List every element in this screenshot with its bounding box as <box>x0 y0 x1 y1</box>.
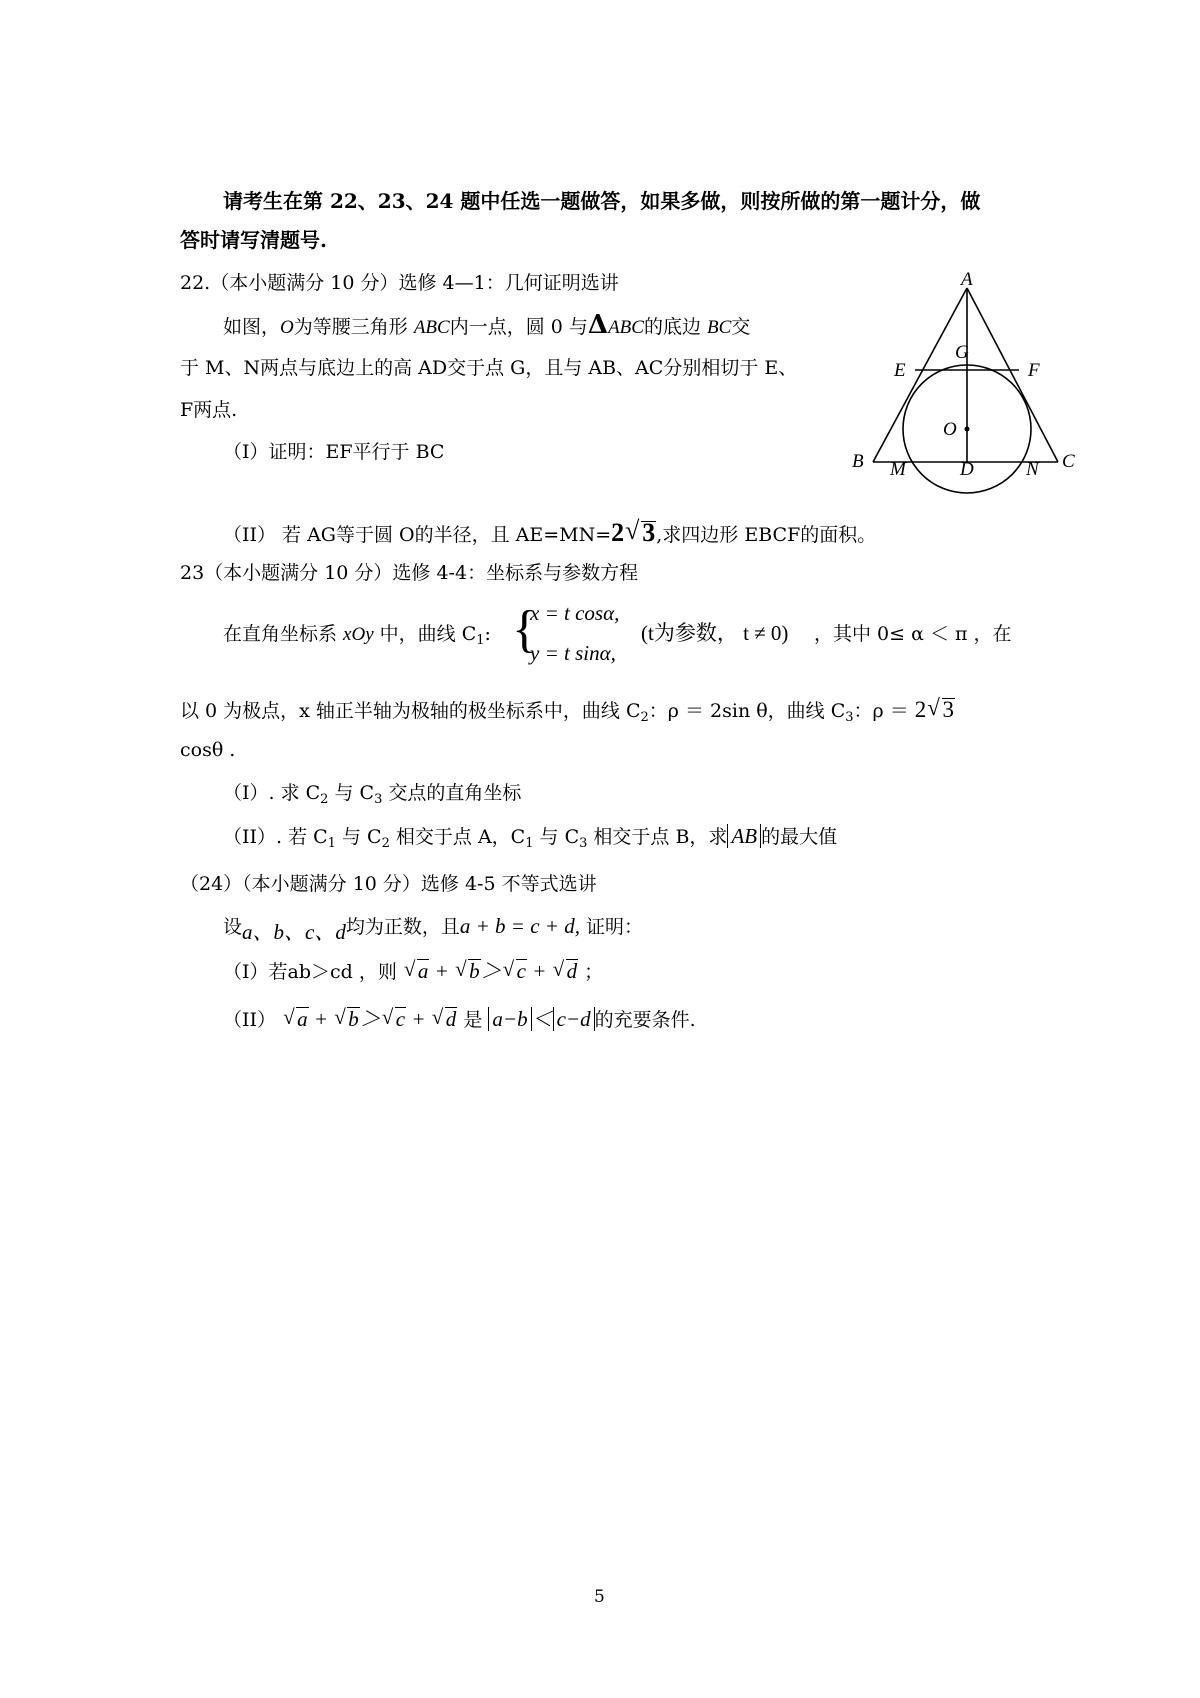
q23-eq-y: y = t sinα, <box>530 641 616 665</box>
q23-eq-param: (t为参数， t ≠ 0) <box>641 621 789 645</box>
q22-body-line-1: 如图，O为等腰三角形 ABC内一点，圆 0 与ΔABC的底边 BC交 <box>223 310 751 340</box>
q22-header: 22.（本小题满分 10 分）选修 4—1：几何证明选讲 <box>180 272 619 294</box>
triangle-side-ac <box>967 288 1058 462</box>
q23-intro-d: ，其中 0≤ α ＜ π ，在 <box>814 623 1012 645</box>
q23-part-2: （II）. 若 $C_1$ 与 $C_2$ 相交于点 A，$C_1$ 与 $C_3$ 相交于点 B，求 AB 的最大值 <box>223 824 838 851</box>
q22-part-2: （II） 若 AG等于圆 O的半径，且 AE=MN=2√ 3,求四边形 EBCF的面积。 <box>223 520 876 548</box>
page-number: 5 <box>594 1587 605 1607</box>
label-D: D <box>960 459 974 480</box>
q24-part-2: （II） √ a + √ b＞√ c + √ d 是 a−b ＜ c−d 的充要条件. <box>223 1006 696 1033</box>
label-N: N <box>1026 459 1039 480</box>
q24-header: （24）（本小题满分 10 分）选修 4-5 不等式选讲 <box>180 873 597 895</box>
label-F: F <box>1028 360 1040 381</box>
center-point-o <box>965 427 970 432</box>
label-E: E <box>894 360 906 381</box>
label-O: O <box>943 419 957 440</box>
label-A: A <box>961 270 973 290</box>
instruction-line-2: 答时请写清题号. <box>180 228 327 252</box>
q22-body-line-3: F两点. <box>180 399 238 421</box>
q22-geometry-figure <box>840 270 1080 500</box>
q23-header: 23（本小题满分 10 分）选修 4-4：坐标系与参数方程 <box>180 562 639 584</box>
q23-line-3: cosθ . <box>180 739 236 761</box>
q23-part-1: （I）. 求 $C_2$ 与 $C_3$ 交点的直角坐标 <box>223 782 522 807</box>
q22-body-line-2: 于 M、N两点与底边上的高 AD交于点 G，且与 AB、AC分别相切于 E、 <box>180 357 798 379</box>
q24-part-1: （I）若ab＞cd ，则 √ a + √ b＞√ c + √ d ； <box>223 958 603 985</box>
q23-intro-a: 在直角坐标系 xOy 中，曲线 $C_1$: <box>223 623 491 648</box>
label-M: M <box>890 459 906 480</box>
q23-eq-x: x = t cosα, <box>530 601 620 625</box>
label-B: B <box>852 451 864 472</box>
q22-part-1: （I）证明：EF平行于 BC <box>223 441 445 463</box>
q24-intro: 设a、b、c、d均为正数，且a + b = c + d, 证明： <box>223 914 643 944</box>
q23-system-brace: { <box>512 601 537 658</box>
q23-line-2: 以 0 为极点，x 轴正半轴为极轴的极坐标系中，曲线 $C_2$：ρ ＝ 2sin θ，曲线 $C_3$：ρ ＝ 2√ 3 <box>180 697 955 724</box>
instruction-line-1: 请考生在第 22、23、24 题中任选一题做答，如果多做，则按所做的第一题计分，做 <box>223 189 981 213</box>
label-C: C <box>1062 451 1075 472</box>
label-G: G <box>955 342 969 363</box>
